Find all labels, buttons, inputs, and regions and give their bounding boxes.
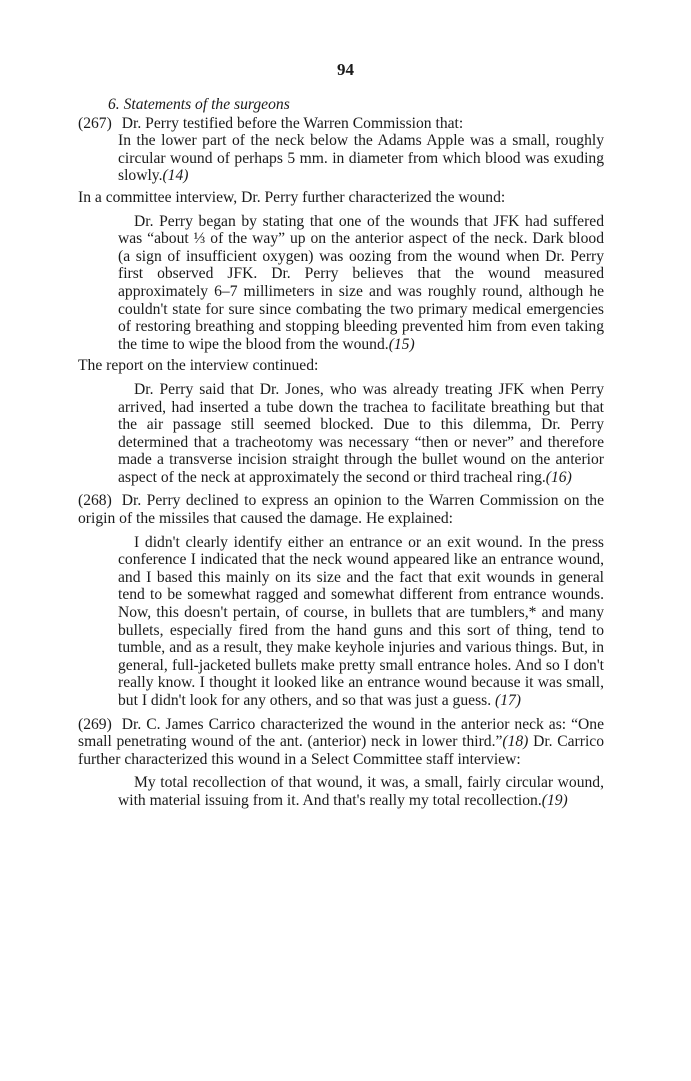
paragraph-text: Dr. Perry testified before the Warren Commission that: — [121, 114, 464, 132]
block-quote — [118, 213, 604, 354]
quote-text: In the lower part of the neck below the Adams Apple was a small, roughly circular wound of perhaps 5 mm. in diameter from which blood was exuding slowly. — [118, 132, 604, 185]
citation: (15) — [388, 335, 415, 353]
block-quote — [118, 774, 604, 809]
block-quote — [118, 132, 604, 185]
citation: (17) — [495, 692, 521, 709]
section-heading: 6. Statements of the surgeons — [108, 96, 290, 113]
citation: (16) — [545, 468, 572, 486]
paragraph-number: (269) — [78, 715, 112, 733]
paragraph-267 — [78, 115, 604, 133]
page-number: 94 — [337, 60, 354, 79]
citation: (19) — [541, 791, 568, 809]
paragraph-268 — [78, 492, 604, 527]
paragraph-text-continued: Dr. Carrico further characterized this wound in a Select Committee staff interview: — [78, 733, 604, 768]
page-body — [78, 96, 604, 810]
paragraph-269 — [78, 716, 604, 769]
paragraph-text: The report on the interview continued: — [78, 357, 319, 375]
quote-text: I didn't clearly identify either an entrance or an exit wound. In the press conference I indicated that the neck wound appeared like an entrance wound, and I based this mainly on its size and the fact that exit wounds in general tend to be somewhat ragged and somewhat different from entrance wounds. Now, this doesn't pertain, of course, in bullets that are tumblers,* and many bullets, especially fired from the hand guns and this sort of thing, tend to tumble, and as a result, they make keyhole injuries and various things. But, in general, full-jacketed bullets make pretty small entrance holes. And so I don't really know. I thought it looked like an entrance wound because it was small, but I didn't look for any others, and so that was just a guess. — [118, 533, 604, 709]
citation: (18) — [502, 733, 529, 751]
quote-text: Dr. Perry began by stating that one of the wounds that JFK had suffered was “about ⅓ of the way” up on the anterior aspect of the neck. Dark blood (a sign of insufficient oxygen) was oozing from the wound when Dr. Perry first observed JFK. Dr. Perry believes that the wound measured approximately 6–7 millimeters in size and was roughly round, although he couldn't state for sure since combating the two primary medical emergencies of restoring breathing and stopping bleeding prevented him from even taking the time to wipe the blood from the wound. — [118, 212, 604, 353]
citation: (14) — [162, 167, 189, 185]
quote-text: Dr. Perry said that Dr. Jones, who was already treating JFK when Perry arrived, had inserted a tube down the trachea to facilitate breathing but that the air passage still seemed blocked. Due to this dilemma, Dr. Perry determined that a tracheotomy was necessary “then or never” and therefore made a transverse incision straight through the bullet wound on the anterior aspect of the neck at approximately the second or third tracheal ring. — [118, 380, 604, 486]
quote-text: My total recollection of that wound, it was, a small, fairly circular wound, with material issuing from it. And that's really my total recollection. — [118, 774, 604, 809]
paragraph-text: In a committee interview, Dr. Perry further characterized the wound: — [78, 188, 506, 206]
paragraph-text: Dr. C. James Carrico characterized the wound in the anterior neck as: “One small penetrating wound of the ant. (anterior) neck in lower third.” — [78, 715, 604, 751]
paragraph-text: Dr. Perry declined to express an opinion to the Warren Commission on the origin of the missiles that caused the damage. He explained: — [78, 492, 604, 528]
paragraph-number: (267) — [78, 114, 112, 132]
paragraph-number: (268) — [78, 492, 112, 510]
block-quote — [118, 381, 604, 487]
block-quote — [118, 534, 604, 710]
